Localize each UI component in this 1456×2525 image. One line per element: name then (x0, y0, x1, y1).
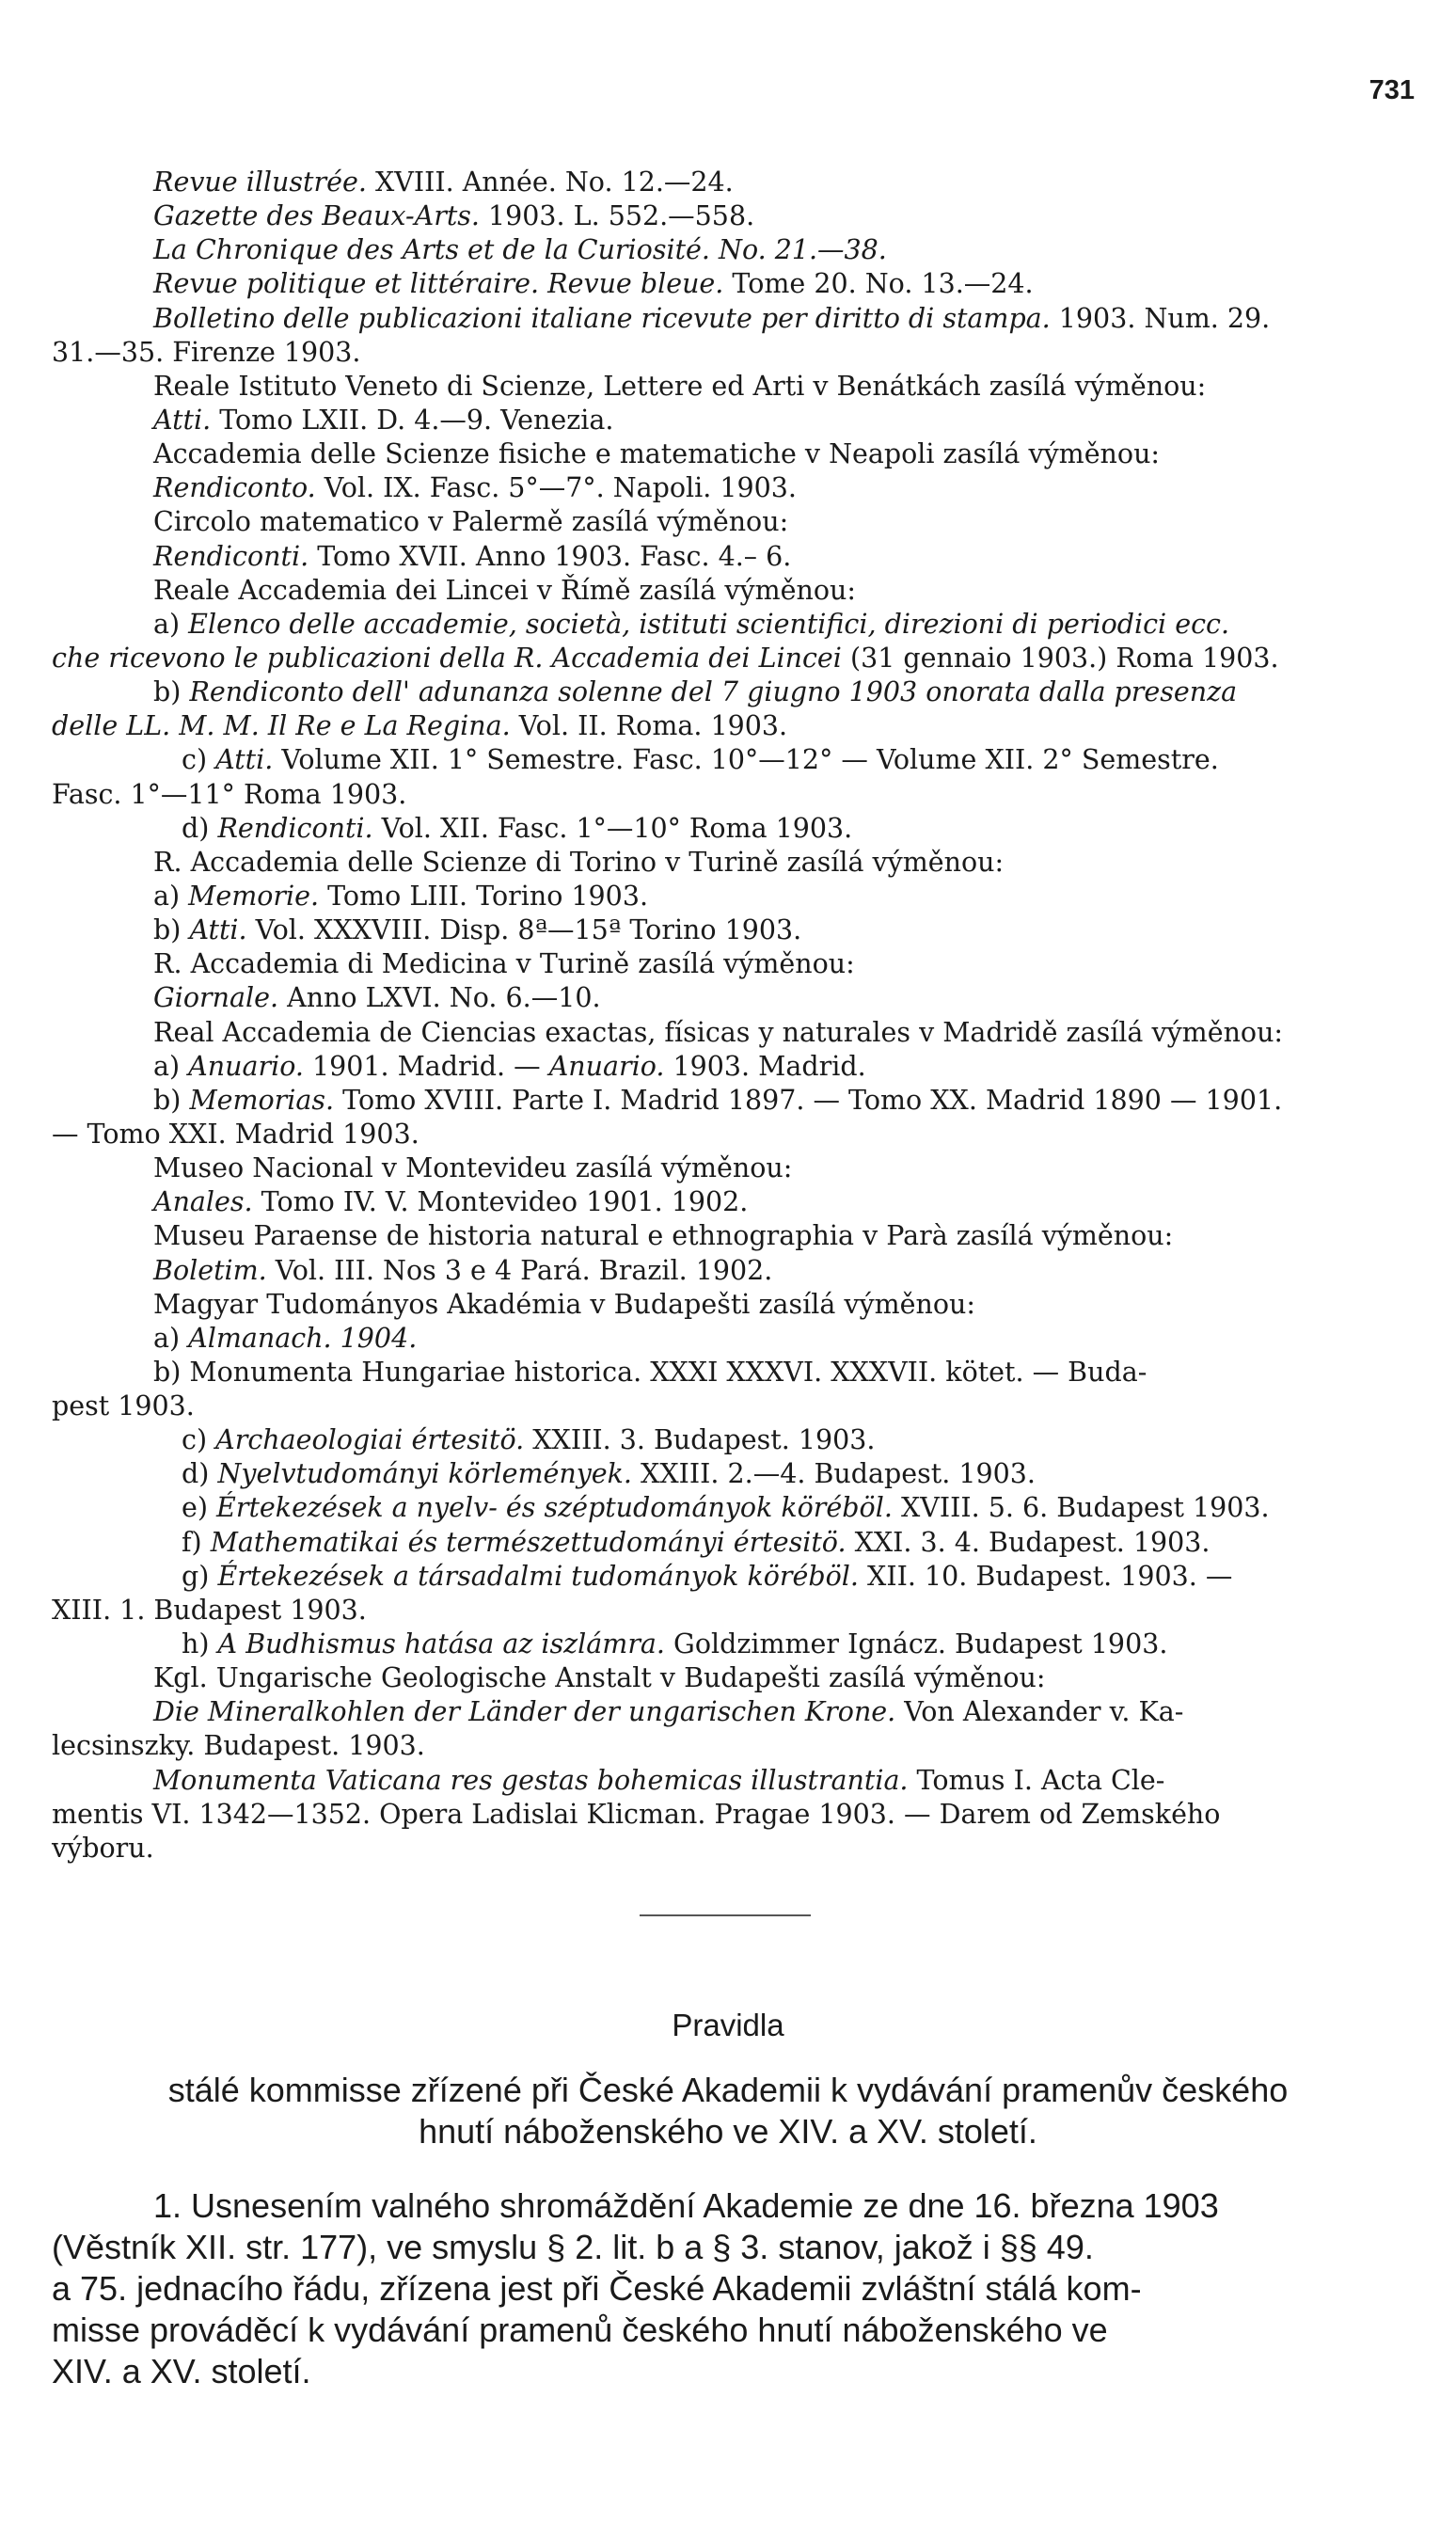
entry-line (52, 471, 1416, 505)
entry-line (52, 743, 1416, 777)
entry-line (52, 166, 1416, 199)
entry-line (52, 1560, 1416, 1594)
publication-title: Revue illustrée. (153, 167, 367, 198)
entry-text: XVIII. 5. 6. Budapest 1903. (892, 1492, 1270, 1524)
page-number: 731 (1369, 75, 1415, 105)
entry-line (52, 675, 1416, 709)
entry-text: XIII. 1. Budapest 1903. (52, 1594, 367, 1626)
entry-line (52, 709, 1416, 743)
publication-title: Almanach. 1904. (188, 1322, 418, 1354)
entry-text: 1903. Num. 29. (1050, 302, 1271, 334)
entry-text: Tomus I. Acta Cle- (908, 1764, 1165, 1796)
entry-text: f) (182, 1526, 211, 1558)
entry-line (52, 1628, 1416, 1661)
entry-line (52, 947, 1416, 981)
entry-line (52, 1423, 1416, 1457)
publication-title: Nyelvtudományi körlemények. (217, 1458, 632, 1490)
entry-text: Circolo matematico v Palermě zasílá výměnou: (153, 506, 789, 538)
entry-line (52, 437, 1416, 471)
body-line: (Věstník XII. str. 177), ve smyslu § 2. lit. b a § 3. stanov, jakož i §§ 49. (52, 2228, 1094, 2266)
entry-line (52, 233, 1416, 267)
section-heading: Pravidla (672, 2008, 784, 2042)
entry-line (52, 981, 1416, 1015)
entry-text: 1903. L. 552.—558. (479, 200, 755, 232)
publication-title: Rendiconti. (153, 540, 309, 572)
entry-text: e) (182, 1492, 217, 1524)
entry-line (52, 812, 1416, 846)
entry-text: Von Alexander v. Ka- (895, 1696, 1184, 1728)
received-publications-list (52, 166, 1416, 1866)
entry-text: R. Accademia delle Scienze di Torino v Turině zasílá výměnou: (153, 846, 1005, 878)
entry-text: XII. 10. Budapest. 1903. — (858, 1560, 1233, 1592)
publication-title: A Budhismus hatása az iszlámra. (217, 1628, 665, 1660)
entry-line (52, 1695, 1416, 1729)
entry-line (52, 1832, 1416, 1866)
entry-text: b) (153, 676, 190, 708)
entry-line (52, 199, 1416, 233)
entry-line (52, 1356, 1416, 1390)
entry-line (52, 370, 1416, 404)
entry-line (52, 1322, 1416, 1356)
entry-text: 1903. Madrid. (664, 1050, 866, 1082)
publication-title: Atti. (189, 914, 247, 946)
entry-text: b) (153, 914, 190, 946)
publication-title: Értekezések a nyelv- és széptudományok köréböl. (216, 1492, 893, 1524)
entry-line (52, 913, 1416, 947)
publication-title: Atti. (153, 404, 212, 436)
subheading-line: hnutí náboženského ve XIV. a XV. století. (419, 2112, 1037, 2151)
publication-title: Anales. (153, 1186, 253, 1218)
entry-line (52, 540, 1416, 574)
entry-text: — Tomo XXI. Madrid 1903. (52, 1118, 419, 1150)
subheading-line: stálé kommisse zřízené při České Akademii k vydávání pramenův českého (167, 2071, 1289, 2109)
entry-text: b) (153, 1084, 190, 1116)
entry-text: XXI. 3. 4. Budapest. 1903. (846, 1526, 1211, 1558)
entry-line (52, 1185, 1416, 1219)
entry-line (52, 1151, 1416, 1185)
publication-title: Értekezések a társadalmi tudományok köréböl. (217, 1560, 859, 1592)
entry-text: Tomo LIII. Torino 1903. (319, 880, 649, 912)
entry-line (52, 505, 1416, 539)
entry-text: Kgl. Ungarische Geologische Anstalt v Budapešti zasílá výměnou: (153, 1662, 1046, 1694)
entry-text: c) (182, 1424, 216, 1456)
entry-text: Vol. XII. Fasc. 1°—10° Roma 1903. (372, 812, 853, 844)
entry-text: a) (153, 1050, 189, 1082)
publication-title: Mathematikai és természettudományi értesitö. (210, 1526, 847, 1558)
publication-title: Anuario. (188, 1050, 304, 1082)
entry-line (52, 1594, 1416, 1628)
publication-title: La Chronique des Arts et de la Curiosité. No. 21.—38. (153, 234, 887, 266)
entry-text: XXIII. 3. Budapest. 1903. (524, 1424, 876, 1456)
entry-text: g) (182, 1560, 218, 1592)
entry-text: Magyar Tudományos Akadémia v Budapešti zasílá výměnou: (153, 1288, 975, 1320)
entry-line (52, 1526, 1416, 1560)
publication-title: Anuario. (548, 1050, 665, 1082)
entry-line (52, 642, 1416, 675)
body-line: 1. Usnesením valného shromáždění Akademie ze dne 16. března 1903 (153, 2186, 1219, 2225)
publication-title: Bolletino delle publicazioni italiane ricevute per diritto di stampa. (153, 302, 1051, 334)
entry-text: b) Monumenta Hungariae historica. XXXI XXXVI. XXXVII. kötet. — Buda- (153, 1356, 1147, 1388)
entry-line (52, 1390, 1416, 1423)
entry-text: lecsinszky. Budapest. 1903. (52, 1730, 425, 1762)
publication-title: Archaeologiai értesitö. (215, 1424, 525, 1456)
publication-title: Gazette des Beaux-Arts. (153, 200, 480, 232)
publication-title: delle LL. M. M. Il Re e La Regina. (52, 710, 511, 742)
section-divider (640, 1914, 811, 1916)
entry-text: 31.—35. Firenze 1903. (52, 336, 361, 368)
entry-text: Tomo IV. V. Montevideo 1901. 1902. (252, 1186, 749, 1218)
entry-line (52, 302, 1416, 336)
entry-line (52, 1798, 1416, 1832)
entry-line (52, 574, 1416, 608)
body-line: a 75. jednacího řádu, zřízena jest při České Akademii zvláštní stálá kom- (52, 2269, 1142, 2308)
entry-line (52, 1764, 1416, 1798)
entry-line (52, 1050, 1416, 1084)
entry-line (52, 778, 1416, 812)
entry-line (52, 846, 1416, 880)
publication-title: Memorie. (188, 880, 320, 912)
entry-line (52, 336, 1416, 370)
entry-text: XXIII. 2.—4. Budapest. 1903. (632, 1458, 1036, 1490)
publication-title: Revue politique et littéraire. Revue bleue. (153, 268, 724, 300)
entry-text: XVIII. Année. No. 12.—24. (366, 167, 734, 198)
publication-title: Giornale. (153, 982, 279, 1014)
entry-text: Tome 20. No. 13.—24. (723, 268, 1034, 300)
publication-title: Memorias. (189, 1084, 335, 1116)
entry-text: h) (182, 1628, 218, 1660)
entry-line (52, 267, 1416, 301)
publication-title: Boletim. (153, 1254, 267, 1286)
entry-text: a) (153, 1322, 189, 1354)
publication-title: Elenco delle accademie, società, istituti scientifici, direzioni di periodici ecc. (188, 608, 1230, 640)
publication-title: Monumenta Vaticana res gestas bohemicas illustrantia. (153, 1764, 909, 1796)
publication-title: che ricevono le publicazioni della R. Accademia dei Lincei (52, 642, 842, 674)
entry-text: 1901. Madrid. — (303, 1050, 549, 1082)
entry-line (52, 1254, 1416, 1288)
entry-text: Tomo XVIII. Parte I. Madrid 1897. — Tomo XX. Madrid 1890 — 1901. (334, 1084, 1283, 1116)
entry-text: Vol. IX. Fasc. 5°—7°. Napoli. 1903. (315, 472, 797, 504)
body-paragraph (52, 2185, 1416, 2392)
publication-title: Die Mineralkohlen der Länder der ungarischen Krone. (153, 1696, 896, 1728)
entry-text: Vol. III. Nos 3 e 4 Pará. Brazil. 1902. (266, 1254, 773, 1286)
entry-text: Museu Paraense de historia natural e ethnographia v Parà zasílá výměnou: (153, 1220, 1174, 1252)
entry-text: Volume XII. 1° Semestre. Fasc. 10°—12° — Volume XII. 2° Semestre. (273, 744, 1219, 776)
entry-text: c) (182, 744, 216, 776)
entry-line (52, 1661, 1416, 1695)
entry-text: Fasc. 1°—11° Roma 1903. (52, 778, 407, 810)
entry-line (52, 404, 1416, 437)
entry-text: Reale Accademia dei Lincei v Římě zasílá výměnou: (153, 574, 856, 606)
entry-text: Tomo XVII. Anno 1903. Fasc. 4.– 6. (309, 540, 792, 572)
entry-text: d) (182, 812, 218, 844)
entry-text: a) (153, 608, 189, 640)
entry-text: R. Accademia di Medicina v Turině zasílá výměnou: (153, 948, 855, 980)
entry-text: Museo Nacional v Montevideu zasílá výměnou: (153, 1152, 793, 1184)
entry-line (52, 1118, 1416, 1151)
body-line: XIV. a XV. století. (52, 2352, 311, 2390)
entry-text: mentis VI. 1342—1352. Opera Ladislai Klicman. Pragae 1903. — Darem od Zemského (52, 1798, 1221, 1830)
publication-title: Rendiconti. (217, 812, 373, 844)
entry-text: a) (153, 880, 189, 912)
entry-line (52, 1491, 1416, 1525)
entry-line (52, 608, 1416, 642)
entry-line (52, 1729, 1416, 1763)
entry-line (52, 1084, 1416, 1118)
entry-text: Reale Istituto Veneto di Scienze, Lettere ed Arti v Benátkách zasílá výměnou: (153, 370, 1207, 402)
entry-text: Tomo LXII. D. 4.—9. Venezia. (211, 404, 614, 436)
entry-text: Accademia delle Scienze fisiche e matematiche v Neapoli zasílá výměnou: (153, 438, 1161, 470)
entry-line (52, 1219, 1416, 1253)
entry-text: Vol. XXXVIII. Disp. 8ª—15ª Torino 1903. (246, 914, 802, 946)
entry-text: výboru. (52, 1832, 154, 1864)
entry-line (52, 880, 1416, 913)
publication-title: Atti. (215, 744, 274, 776)
entry-text: d) (182, 1458, 218, 1490)
publication-title: Rendiconto. (153, 472, 316, 504)
entry-text: (31 gennaio 1903.) Roma 1903. (841, 642, 1279, 674)
publication-title: Rendiconto dell' adunanza solenne del 7 giugno 1903 onorata dalla presenza (189, 676, 1238, 708)
entry-text: Vol. II. Roma. 1903. (510, 710, 788, 742)
entry-line (52, 1457, 1416, 1491)
entry-text: Anno LXVI. No. 6.—10. (278, 982, 601, 1014)
section-subheading (0, 2070, 1456, 2152)
entry-text: pest 1903. (52, 1390, 195, 1422)
entry-line (52, 1016, 1416, 1050)
entry-line (52, 1288, 1416, 1322)
body-line: misse prováděcí k vydávání pramenů českého hnutí náboženského ve (52, 2311, 1108, 2349)
entry-text: Real Accademia de Ciencias exactas, físicas y naturales v Madridě zasílá výměnou: (153, 1016, 1284, 1048)
entry-text: Goldzimmer Ignácz. Budapest 1903. (665, 1628, 1168, 1660)
